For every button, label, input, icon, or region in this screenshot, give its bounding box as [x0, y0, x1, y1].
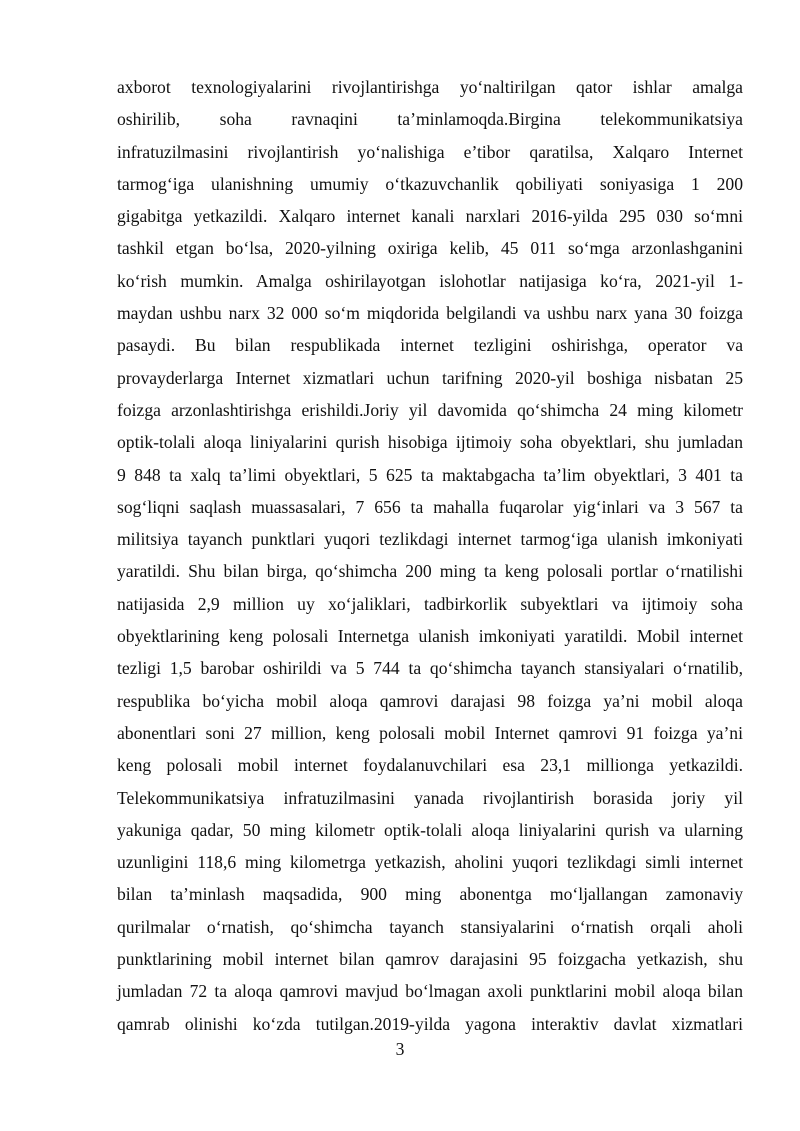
text-line: pasaydi. Bu bilan respublikada internet tezligini oshirishga, operator va	[117, 335, 743, 356]
text-line: jumladan 72 ta aloqa qamrovi mavjud bo‘lmagan axoli punktlarini mobil aloqa bilan	[117, 981, 743, 1002]
text-line: provayderlarga Internet xizmatlari uchun tarifning 2020-yil boshiga nisbatan 25	[117, 367, 743, 388]
text-line: obyektlarining keng polosali Internetga ulanish imkoniyati yaratildi. Mobil internet	[117, 626, 743, 647]
text-line: sog‘liqni saqlash muassasalari, 7 656 ta mahalla fuqarolar yig‘inlari va 3 567 ta	[117, 496, 743, 517]
body-paragraph	[117, 71, 743, 1040]
text-line: infratuzilmasini rivojlantirish yo‘nalishiga e’tibor qaratilsa, Xalqaro Internet	[117, 141, 743, 162]
text-line: keng polosali mobil internet foydalanuvchilari esa 23,1 millionga yetkazildi.	[117, 755, 743, 776]
text-line: abonentlari soni 27 million, keng polosali mobil Internet qamrovi 91 foizga ya’ni	[117, 722, 743, 743]
text-line: punktlarining mobil internet bilan qamrov darajasini 95 foizgacha yetkazish, shu	[117, 949, 743, 970]
text-line: ko‘rish mumkin. Amalga oshirilayotgan islohotlar natijasiga ko‘ra, 2021-yil 1-	[117, 270, 743, 291]
text-line: tashkil etgan bo‘lsa, 2020-yilning oxiriga kelib, 45 011 so‘mga arzonlashganini	[117, 238, 743, 259]
text-line: bilan ta’minlash maqsadida, 900 ming abonentga mo‘ljallangan zamonaviy	[117, 884, 743, 905]
text-line: maydan ushbu narx 32 000 so‘m miqdorida belgilandi va ushbu narx yana 30 foizga	[117, 303, 743, 324]
text-line: qurilmalar o‘rnatish, qo‘shimcha tayanch stansiyalarini o‘rnatish orqali aholi	[117, 916, 743, 937]
text-line: uzunligini 118,6 ming kilometrga yetkazish, aholini yuqori tezlikdagi simli internet	[117, 852, 743, 873]
text-line: 9 848 ta xalq ta’limi obyektlari, 5 625 ta maktabgacha ta’lim obyektlari, 3 401 ta	[117, 464, 743, 485]
text-line: militsiya tayanch punktlari yuqori tezlikdagi internet tarmog‘iga ulanish imkoniyati	[117, 529, 743, 550]
text-line: tarmog‘iga ulanishning umumiy o‘tkazuvchanlik qobiliyati soniyasiga 1 200	[117, 173, 743, 194]
text-line: foizga arzonlashtirishga erishildi.Joriy yil davomida qo‘shimcha 24 ming kilometr	[117, 399, 743, 420]
text-line: optik-tolali aloqa liniyalarini qurish hisobiga ijtimoiy soha obyektlari, shu jumladan	[117, 432, 743, 453]
text-line: qamrab olinishi ko‘zda tutilgan.2019-yilda yagona interaktiv davlat xizmatlari	[117, 1013, 743, 1034]
text-line: natijasida 2,9 million uy xo‘jaliklari, tadbirkorlik subyektlari va ijtimoiy soha	[117, 593, 743, 614]
text-line: gigabitga yetkazildi. Xalqaro internet kanali narxlari 2016-yilda 295 030 so‘mni	[117, 206, 743, 227]
text-line: oshirilib, soha ravnaqini ta’minlamoqda.Birgina telekommunikatsiya	[117, 109, 743, 130]
text-line: Telekommunikatsiya infratuzilmasini yanada rivojlantirish borasida joriy yil	[117, 787, 743, 808]
text-line: respublika bo‘yicha mobil aloqa qamrovi darajasi 98 foizga ya’ni mobil aloqa	[117, 690, 743, 711]
text-line: yaratildi. Shu bilan birga, qo‘shimcha 200 ming ta keng polosali portlar o‘rnatilishi	[117, 561, 743, 582]
text-line: axborot texnologiyalarini rivojlantirishga yo‘naltirilgan qator ishlar amalga	[117, 77, 743, 97]
text-line: yakuniga qadar, 50 ming kilometr optik-tolali aloqa liniyalarini qurish va ularning	[117, 819, 743, 840]
page-number: 3	[395, 1039, 405, 1059]
text-line: tezligi 1,5 barobar oshirildi va 5 744 ta qo‘shimcha tayanch stansiyalari o‘rnatilib,	[117, 658, 743, 679]
